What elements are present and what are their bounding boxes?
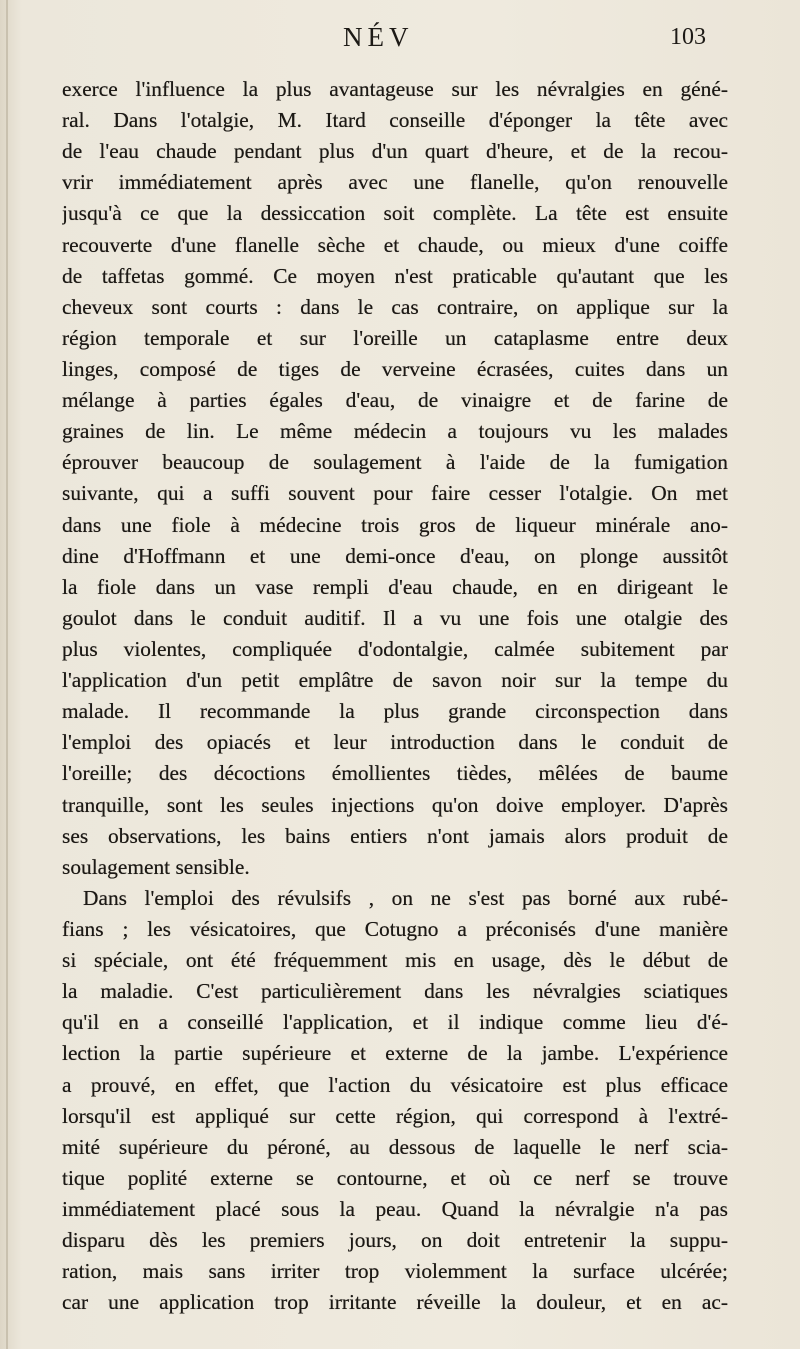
text-line: car une application trop irritante réveille la douleur, et en ac- bbox=[62, 1290, 728, 1315]
text-line: a prouvé, en effet, que l'action du vésicatoire est plus efficace bbox=[62, 1072, 728, 1097]
text-line: dine d'Hoffmann et une demi-once d'eau, on plonge aussitôt bbox=[62, 543, 728, 568]
text-line: dans une fiole à médecine trois gros de liqueur minérale ano- bbox=[62, 512, 728, 537]
page-number: 103 bbox=[670, 24, 706, 50]
text-line: tranquille, sont les seules injections qu'on doive employer. D'après bbox=[62, 792, 728, 817]
text-line: de taffetas gommé. Ce moyen n'est praticable qu'autant que les bbox=[62, 263, 728, 288]
text-line: lorsqu'il est appliqué sur cette région, qui correspond à l'extré- bbox=[62, 1103, 728, 1128]
body-text bbox=[62, 74, 728, 1318]
text-line: qu'il en a conseillé l'application, et il indique comme lieu d'é- bbox=[62, 1010, 728, 1035]
paragraph-2 bbox=[62, 883, 728, 1319]
text-line: ral. Dans l'otalgie, M. Itard conseille d'éponger la tête avec bbox=[62, 108, 728, 133]
text-line: l'emploi des opiacés et leur introduction dans le conduit de bbox=[62, 730, 728, 755]
text-line: goulot dans le conduit auditif. Il a vu une fois une otalgie des bbox=[62, 605, 728, 630]
text-line: ration, mais sans irriter trop violemment la surface ulcérée; bbox=[62, 1259, 728, 1284]
text-line: recouverte d'une flanelle sèche et chaude, ou mieux d'une coiffe bbox=[62, 232, 728, 257]
text-line: Dans l'emploi des révulsifs , on ne s'est pas borné aux rubé- bbox=[83, 885, 728, 910]
text-line: éprouver beaucoup de soulagement à l'aide de la fumigation bbox=[62, 450, 728, 475]
text-line: la maladie. C'est particulièrement dans les névralgies sciatiques bbox=[62, 979, 728, 1004]
text-line: mélange à parties égales d'eau, de vinaigre et de farine de bbox=[62, 388, 728, 413]
running-head-title: NÉV bbox=[343, 22, 414, 52]
text-line: de l'eau chaude pendant plus d'un quart d'heure, et de la recou- bbox=[62, 139, 728, 164]
text-line: l'oreille; des décoctions émollientes tièdes, mêlées de baume bbox=[62, 761, 728, 786]
text-line: disparu dès les premiers jours, on doit entretenir la suppu- bbox=[62, 1228, 728, 1253]
text-line: mité supérieure du péroné, au dessous de laquelle le nerf scia- bbox=[62, 1134, 728, 1159]
text-line: immédiatement placé sous la peau. Quand la névralgie n'a pas bbox=[62, 1196, 728, 1221]
text-line: plus violentes, compliquée d'odontalgie, calmée subitement par bbox=[62, 636, 728, 661]
text-line: vrir immédiatement après avec une flanelle, qu'on renouvelle bbox=[62, 170, 728, 195]
text-line: soulagement sensible. bbox=[62, 854, 250, 879]
text-line: fians ; les vésicatoires, que Cotugno a préconisés d'une manière bbox=[62, 916, 728, 941]
text-line: malade. Il recommande la plus grande circonspection dans bbox=[62, 699, 728, 724]
text-line: jusqu'à ce que la dessiccation soit complète. La tête est ensuite bbox=[62, 201, 728, 226]
text-line: si spéciale, ont été fréquemment mis en usage, dès le début de bbox=[62, 948, 728, 973]
text-line: exerce l'influence la plus avantageuse sur les névralgies en géné- bbox=[62, 77, 728, 101]
text-line: ses observations, les bains entiers n'ont jamais alors produit de bbox=[62, 823, 728, 848]
paragraph-1 bbox=[62, 74, 728, 883]
text-line: la fiole dans un vase rempli d'eau chaude, en en dirigeant le bbox=[62, 574, 728, 599]
text-line: lection la partie supérieure et externe de la jambe. L'expérience bbox=[62, 1041, 728, 1066]
text-line: tique poplité externe se contourne, et où ce nerf se trouve bbox=[62, 1165, 728, 1190]
running-head bbox=[0, 22, 800, 62]
text-line: suivante, qui a suffi souvent pour faire cesser l'otalgie. On met bbox=[62, 481, 728, 506]
text-line: linges, composé de tiges de verveine écrasées, cuites dans un bbox=[62, 356, 728, 381]
text-line: région temporale et sur l'oreille un cataplasme entre deux bbox=[62, 325, 728, 350]
text-line: cheveux sont courts : dans le cas contraire, on applique sur la bbox=[62, 294, 728, 319]
text-line: l'application d'un petit emplâtre de savon noir sur la tempe du bbox=[62, 668, 728, 693]
text-line: graines de lin. Le même médecin a toujours vu les malades bbox=[62, 419, 728, 444]
